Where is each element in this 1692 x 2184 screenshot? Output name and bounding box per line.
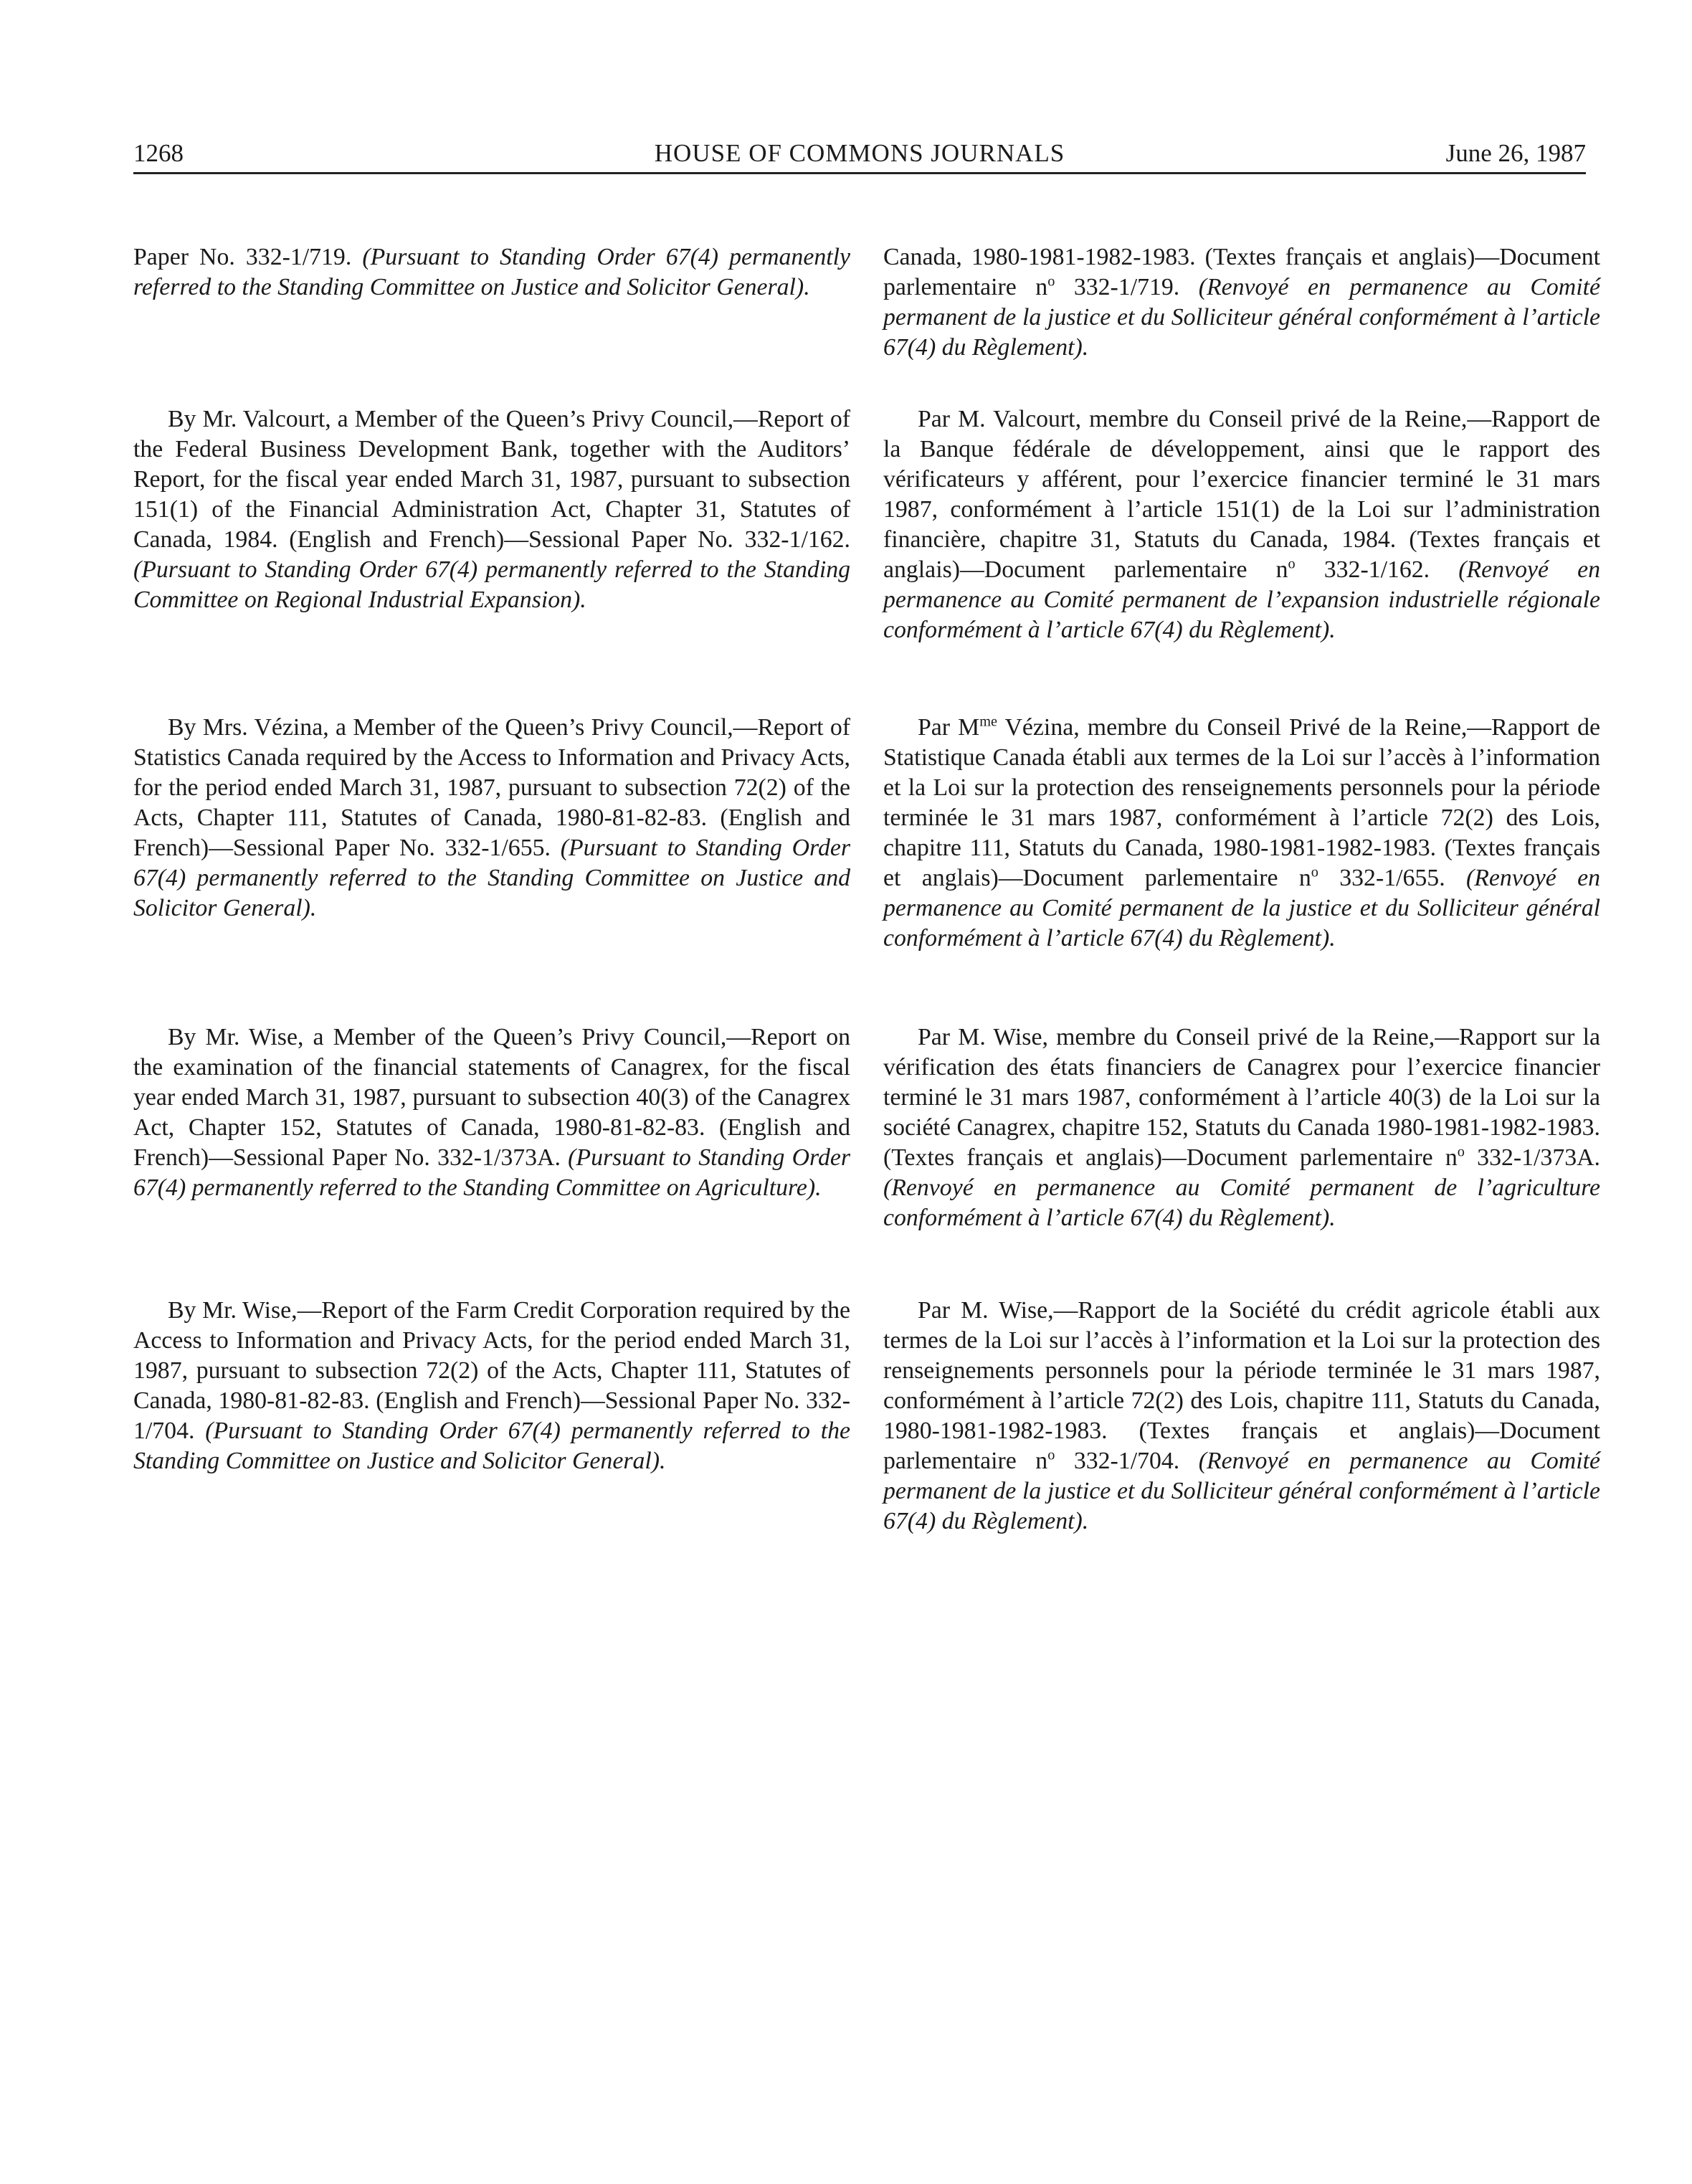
page-header — [133, 136, 1586, 174]
page-number: 1268 — [133, 139, 184, 167]
english-entry: By Mr. Valcourt, a Member of the Queen’s Privy Council,—Report of the Federal Business Development Bank, together with the Auditors’ Report, for the fiscal year ended March 31, 1987, pursuant to subsection 151(1) of the Financial Administration Act, Chapter 31, Statutes of Canada, 1984. (English and French)—Sessional Paper No. 332-1/162. (Pursuant to Standing Order 67(4) permanently referred to the Standing Committee on Regional Industrial Expansion). — [133, 406, 850, 613]
english-entry: Paper No. 332-1/719. (Pursuant to Standing Order 67(4) permanently referred to the Standing Committee on Justice and Solicitor General). — [133, 244, 851, 300]
page-date: June 26, 1987 — [1445, 139, 1586, 167]
french-entry: Par M. Valcourt, membre du Conseil privé de la Reine,—Rapport de la Banque fédérale de développement, ainsi que le rapport des vérificateurs y afférent, pour l’exercice financier terminé le 31 mars 1987, conformément à l’article 151(1) de la Loi sur l’administration financière, chapitre 31, Statuts du Canada, 1984. (Textes français et anglais)—Document parlementaire $n^o$ 332-1/162. (Renvoyé en permanence au Comité permanent de l’expansion industrielle régionale conformément à l’article 67(4) du Règlement). — [883, 406, 1600, 643]
english-entry: By Mr. Wise, a Member of the Queen’s Privy Council,—Report on the examination of the financial statements of Canagrex, for the fiscal year ended March 31, 1987, pursuant to subsection 40(3) of the Canagrex Act, Chapter 152, Statutes of Canada, 1980-81-82-83. (English and French)—Sessional Paper No. 332-1/373A. (Pursuant to Standing Order 67(4) permanently referred to the Standing Committee on Agriculture). — [133, 1024, 850, 1201]
french-entry: Par M. Wise, membre du Conseil privé de la Reine,—Rapport sur la vérification des états financiers de Canagrex pour l’exercice financier terminé le 31 mars 1987, conformément à l’article 40(3) de la Loi sur la société Canagrex, chapitre 152, Statuts du Canada 1980-1981-1982-1983. (Textes français et anglais)—Document parlementaire $n^o$ 332-1/373A. (Renvoyé en permanence au Comité permanent de l’agriculture conformément à l’article 67(4) du Règlement). — [883, 1024, 1600, 1231]
french-entry: Par $M^{me}$ Vézina, membre du Conseil Privé de la Reine,—Rapport de Statistique Canada établi aux termes de la Loi sur l’accès à l’information et la Loi sur la protection des renseignements personnels pour la période terminée le 31 mars 1987, conformément à l’article 72(2) des Lois, chapitre 111, Statuts du Canada, 1980-1981-1982-1983. (Textes français et anglais)—Document parlementaire $n^o$ 332-1/655. (Renvoyé en permanence au Comité permanent de la justice et du Solliciteur général conformément à l’article 67(4) du Règlement). — [883, 713, 1601, 951]
english-entry: By Mrs. Vézina, a Member of the Queen’s Privy Council,—Report of Statistics Canada required by the Access to Information and Privacy Acts, for the period ended March 31, 1987, pursuant to subsection 72(2) of the Acts, Chapter 111, Statutes of Canada, 1980-81-82-83. (English and French)—Sessional Paper No. 332-1/655. (Pursuant to Standing Order 67(4) permanently referred to the Standing Committee on Justice and Solicitor General). — [133, 714, 851, 921]
french-entry: Canada, 1980-1981-1982-1983. (Textes français et anglais)—Document parlementaire $n^o$ 332-1/719. (Renvoyé en permanence au Comité permanent de la justice et du Solliciteur général conformément à l’article 67(4) du Règlement). — [883, 244, 1600, 361]
journal-title: HOUSE OF COMMONS JOURNALS — [654, 139, 1065, 167]
french-entry: Par M. Wise,—Rapport de la Société du crédit agricole établi aux termes de la Loi sur l’accès à l’information et la Loi sur la protection des renseignements personnels pour la période terminée le 31 mars 1987, conformément à l’article 72(2) des Lois, chapitre 111, Statuts du Canada, 1980-1981-1982-1983. (Textes français et anglais)—Document parlementaire $n^o$ 332-1/704. (Renvoyé en permanence au Comité permanent de la justice et du Solliciteur général conformément à l’article 67(4) du Règlement). — [883, 1297, 1600, 1534]
english-entry: By Mr. Wise,—Report of the Farm Credit Corporation required by the Access to Information and Privacy Acts, for the period ended March 31, 1987, pursuant to subsection 72(2) of the Acts, Chapter 111, Statutes of Canada, 1980-81-82-83. (English and French)—Sessional Paper No. 332-1/704. (Pursuant to Standing Order 67(4) permanently referred to the Standing Committee on Justice and Solicitor General). — [133, 1297, 850, 1474]
